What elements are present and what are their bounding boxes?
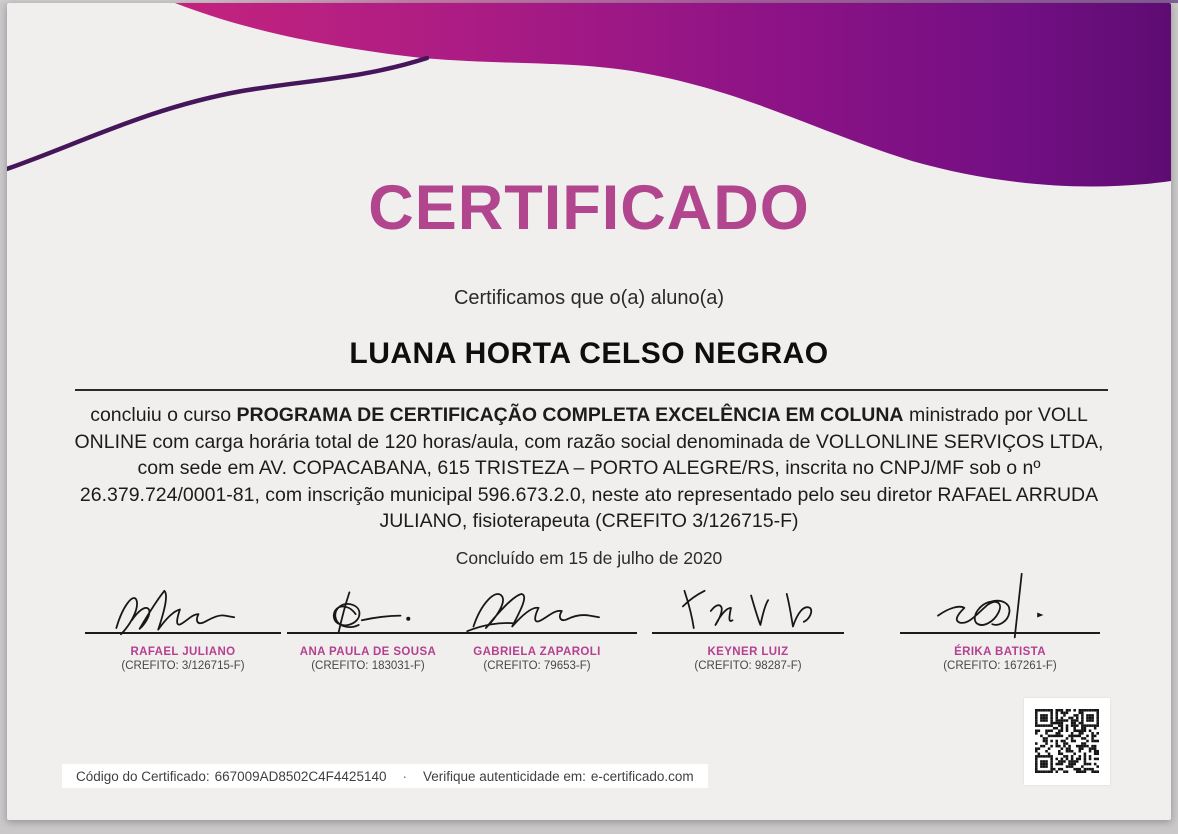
signature-line [287, 632, 449, 634]
certificate-page [7, 3, 1171, 820]
signature-block [900, 580, 1100, 672]
course-name: PROGRAMA DE CERTIFICAÇÃO COMPLETA EXCELÊNCIA EM COLUNA [236, 404, 904, 426]
qr-code-pattern [1035, 709, 1099, 773]
signature-line [85, 632, 281, 634]
signature-line [652, 632, 844, 634]
code-label: Código do Certificado: [76, 768, 210, 784]
signature-block [652, 580, 844, 672]
certificate-code-bar [62, 764, 708, 788]
verify-value: e-certificado.com [590, 768, 694, 784]
signatory-register: (CREFITO: 3/126715-F) [121, 660, 245, 672]
signatory-name: GABRIELA ZAPAROLI [473, 646, 601, 658]
certificate-title: CERTIFICADO [368, 173, 810, 243]
divider-line [75, 389, 1108, 391]
signatory-register: (CREFITO: 79653-F) [483, 660, 591, 672]
body-post: ministrado por VOLL ONLINE com carga horária total de 120 horas/aula, com razão social denominada de VOLLONLINE SERVIÇOS LTDA, com sede em AV. COPACABANA, 615 TRISTEZA – PORTO ALEGRE/RS, inscrita no CNPJ/MF sob o nº 26.379.724/0001-81, com inscrição municipal 596.673.2.0, neste ato representado pelo seu diretor RAFAEL ARRUDA JULIANO, fisioterapeuta (CREFITO 3/126715-F) [74, 404, 1104, 532]
certificate-body [59, 402, 1119, 535]
signatory-name: ANA PAULA DE SOUSA [299, 646, 437, 658]
curve-line [7, 58, 427, 171]
body-pre: concluiu o curso [90, 404, 232, 426]
signatory-register: (CREFITO: 98287-F) [694, 660, 802, 672]
signatory-name: KEYNER LUIZ [707, 646, 789, 658]
signature-line [900, 632, 1100, 634]
code-value: 667009AD8502C4F4425140 [214, 768, 387, 784]
signatory-name: RAFAEL JULIANO [130, 646, 236, 658]
wave-shape [175, 3, 1171, 187]
signatory-register: (CREFITO: 183031-F) [311, 660, 425, 672]
signature-block [85, 580, 281, 672]
signature-line [437, 632, 637, 634]
signatory-register: (CREFITO: 167261-F) [943, 660, 1057, 672]
signature-block [437, 580, 637, 672]
intro-line: Certificamos que o(a) aluno(a) [453, 287, 725, 309]
signatory-name: ÉRIKA BATISTA [954, 646, 1046, 658]
student-name: LUANA HORTA CELSO NEGRAO [349, 337, 829, 370]
qr-code-icon [1024, 698, 1110, 785]
separator-dot: · [402, 768, 407, 784]
signature-block [287, 580, 449, 672]
completion-date: Concluído em 15 de julho de 2020 [455, 548, 723, 568]
verify-label: Verifique autenticidade em: [422, 768, 586, 784]
